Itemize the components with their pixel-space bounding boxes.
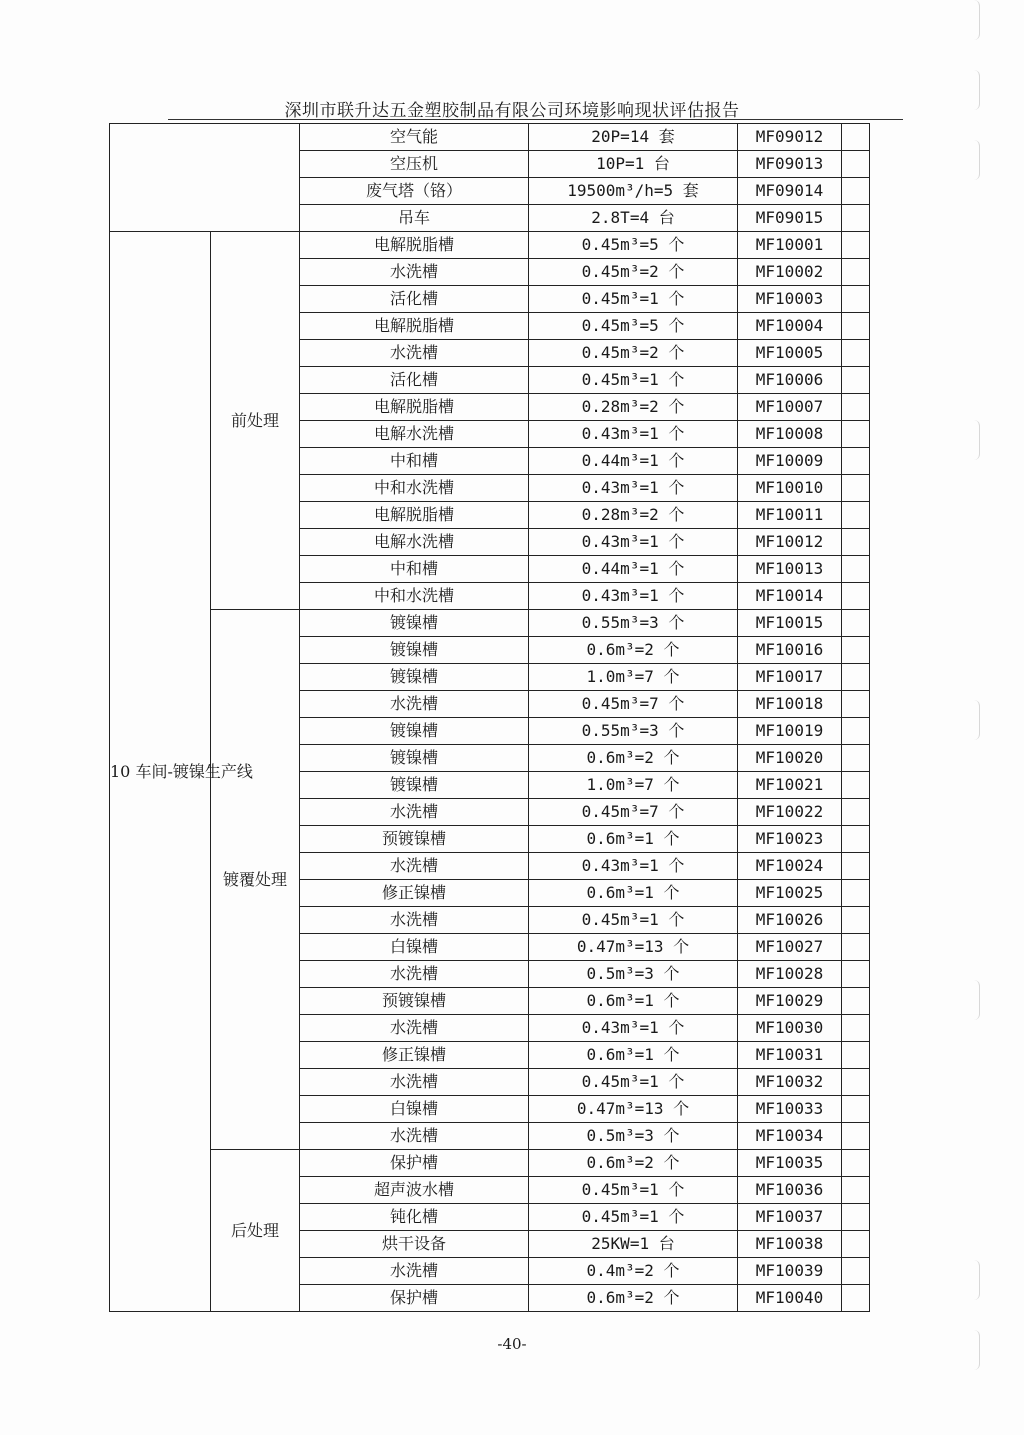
equipment-code: MF10009 — [738, 448, 842, 475]
equipment-code: MF10012 — [738, 529, 842, 556]
table-row — [110, 1150, 870, 1177]
equipment-name: 水洗槽 — [300, 1069, 529, 1096]
equipment-code: MF10003 — [738, 286, 842, 313]
equipment-code: MF09013 — [738, 151, 842, 178]
equipment-name: 修正镍槽 — [300, 880, 529, 907]
equipment-code: MF10023 — [738, 826, 842, 853]
workshop-group-label: 10 车间-镀镍生产线 — [110, 232, 211, 1312]
equipment-code: MF10034 — [738, 1123, 842, 1150]
equipment-quantity: 0.45m³=1 个 — [529, 1069, 738, 1096]
equipment-name: 烘干设备 — [300, 1231, 529, 1258]
equipment-name: 水洗槽 — [300, 853, 529, 880]
equipment-code: MF10008 — [738, 421, 842, 448]
binding-mark — [967, 1260, 980, 1300]
equipment-code: MF10013 — [738, 556, 842, 583]
equipment-name: 镀镍槽 — [300, 637, 529, 664]
equipment-quantity: 0.55m³=3 个 — [529, 610, 738, 637]
equipment-quantity: 20P=14 套 — [529, 124, 738, 151]
equipment-code: MF10011 — [738, 502, 842, 529]
notes-cell — [842, 988, 870, 1015]
notes-cell — [842, 1069, 870, 1096]
equipment-code: MF10030 — [738, 1015, 842, 1042]
equipment-quantity: 0.6m³=2 个 — [529, 1150, 738, 1177]
equipment-quantity: 0.6m³=2 个 — [529, 1285, 738, 1312]
notes-cell — [842, 475, 870, 502]
notes-cell — [842, 718, 870, 745]
notes-cell — [842, 1285, 870, 1312]
equipment-code: MF10029 — [738, 988, 842, 1015]
previous-group-cell — [110, 124, 300, 232]
notes-cell — [842, 1123, 870, 1150]
equipment-name: 废气塔（铬） — [300, 178, 529, 205]
notes-cell — [842, 1150, 870, 1177]
equipment-quantity: 0.45m³=1 个 — [529, 1177, 738, 1204]
equipment-quantity: 0.43m³=1 个 — [529, 853, 738, 880]
equipment-quantity: 0.44m³=1 个 — [529, 448, 738, 475]
page-number: -40- — [497, 1335, 527, 1353]
notes-cell — [842, 124, 870, 151]
equipment-code: MF10010 — [738, 475, 842, 502]
header-divider — [168, 119, 903, 120]
equipment-name: 电解脱脂槽 — [300, 502, 529, 529]
equipment-name: 电解脱脂槽 — [300, 313, 529, 340]
notes-cell — [842, 961, 870, 988]
equipment-name: 镀镍槽 — [300, 772, 529, 799]
notes-cell — [842, 1042, 870, 1069]
equipment-quantity: 0.43m³=1 个 — [529, 529, 738, 556]
equipment-name: 水洗槽 — [300, 907, 529, 934]
notes-cell — [842, 421, 870, 448]
equipment-name: 白镍槽 — [300, 934, 529, 961]
equipment-name: 预镀镍槽 — [300, 826, 529, 853]
notes-cell — [842, 664, 870, 691]
notes-cell — [842, 529, 870, 556]
equipment-quantity: 0.6m³=1 个 — [529, 880, 738, 907]
equipment-name: 水洗槽 — [300, 1123, 529, 1150]
equipment-quantity: 25KW=1 台 — [529, 1231, 738, 1258]
notes-cell — [842, 772, 870, 799]
notes-cell — [842, 1177, 870, 1204]
equipment-name: 电解水洗槽 — [300, 421, 529, 448]
notes-cell — [842, 610, 870, 637]
notes-cell — [842, 691, 870, 718]
equipment-name: 水洗槽 — [300, 1015, 529, 1042]
equipment-code: MF10001 — [738, 232, 842, 259]
equipment-name: 电解脱脂槽 — [300, 232, 529, 259]
equipment-name: 水洗槽 — [300, 1258, 529, 1285]
notes-cell — [842, 556, 870, 583]
equipment-name: 水洗槽 — [300, 691, 529, 718]
equipment-code: MF10039 — [738, 1258, 842, 1285]
notes-cell — [842, 286, 870, 313]
equipment-code: MF10016 — [738, 637, 842, 664]
binding-mark — [967, 140, 980, 180]
notes-cell — [842, 178, 870, 205]
equipment-quantity: 0.45m³=1 个 — [529, 286, 738, 313]
notes-cell — [842, 259, 870, 286]
notes-cell — [842, 880, 870, 907]
equipment-quantity: 2.8T=4 台 — [529, 205, 738, 232]
notes-cell — [842, 583, 870, 610]
equipment-name: 水洗槽 — [300, 340, 529, 367]
equipment-name: 镀镍槽 — [300, 664, 529, 691]
equipment-code: MF09014 — [738, 178, 842, 205]
equipment-name: 电解水洗槽 — [300, 529, 529, 556]
equipment-code: MF10021 — [738, 772, 842, 799]
equipment-quantity: 0.44m³=1 个 — [529, 556, 738, 583]
equipment-code: MF10038 — [738, 1231, 842, 1258]
equipment-quantity: 0.47m³=13 个 — [529, 934, 738, 961]
equipment-code: MF10027 — [738, 934, 842, 961]
equipment-quantity: 0.45m³=1 个 — [529, 367, 738, 394]
equipment-name: 镀镍槽 — [300, 610, 529, 637]
notes-cell — [842, 1258, 870, 1285]
equipment-quantity: 0.43m³=1 个 — [529, 475, 738, 502]
notes-cell — [842, 745, 870, 772]
equipment-code: MF10015 — [738, 610, 842, 637]
notes-cell — [842, 1096, 870, 1123]
notes-cell — [842, 1231, 870, 1258]
equipment-code: MF10033 — [738, 1096, 842, 1123]
process-section-label: 镀覆处理 — [211, 610, 300, 1150]
equipment-quantity: 0.45m³=5 个 — [529, 313, 738, 340]
notes-cell — [842, 394, 870, 421]
equipment-code: MF10005 — [738, 340, 842, 367]
table-row — [110, 610, 870, 637]
equipment-quantity: 0.45m³=7 个 — [529, 691, 738, 718]
notes-cell — [842, 1204, 870, 1231]
equipment-code: MF10025 — [738, 880, 842, 907]
equipment-name: 空压机 — [300, 151, 529, 178]
equipment-name: 空气能 — [300, 124, 529, 151]
equipment-name: 水洗槽 — [300, 799, 529, 826]
notes-cell — [842, 205, 870, 232]
equipment-name: 中和槽 — [300, 556, 529, 583]
equipment-quantity: 0.45m³=7 个 — [529, 799, 738, 826]
notes-cell — [842, 448, 870, 475]
notes-cell — [842, 826, 870, 853]
equipment-quantity: 0.47m³=13 个 — [529, 1096, 738, 1123]
binding-mark — [967, 0, 980, 40]
equipment-name: 活化槽 — [300, 286, 529, 313]
equipment-table — [109, 123, 870, 1312]
equipment-code: MF10032 — [738, 1069, 842, 1096]
equipment-code: MF10006 — [738, 367, 842, 394]
process-section-label: 后处理 — [211, 1150, 300, 1312]
binding-mark — [967, 1330, 980, 1370]
table-row — [110, 232, 870, 259]
equipment-quantity: 0.43m³=1 个 — [529, 583, 738, 610]
equipment-code: MF10019 — [738, 718, 842, 745]
notes-cell — [842, 907, 870, 934]
equipment-name: 保护槽 — [300, 1285, 529, 1312]
equipment-quantity: 1.0m³=7 个 — [529, 664, 738, 691]
equipment-name: 中和水洗槽 — [300, 583, 529, 610]
notes-cell — [842, 637, 870, 664]
equipment-code: MF10014 — [738, 583, 842, 610]
equipment-quantity: 0.28m³=2 个 — [529, 394, 738, 421]
equipment-quantity: 0.45m³=2 个 — [529, 259, 738, 286]
equipment-name: 吊车 — [300, 205, 529, 232]
equipment-code: MF10002 — [738, 259, 842, 286]
equipment-code: MF10007 — [738, 394, 842, 421]
notes-cell — [842, 340, 870, 367]
equipment-quantity: 0.6m³=2 个 — [529, 637, 738, 664]
equipment-code: MF10040 — [738, 1285, 842, 1312]
report-title: 深圳市联升达五金塑胶制品有限公司环境影响现状评估报告 — [284, 101, 740, 121]
equipment-table-body — [110, 124, 870, 1312]
equipment-quantity: 0.5m³=3 个 — [529, 961, 738, 988]
equipment-quantity: 0.55m³=3 个 — [529, 718, 738, 745]
equipment-quantity: 1.0m³=7 个 — [529, 772, 738, 799]
notes-cell — [842, 853, 870, 880]
equipment-quantity: 0.6m³=2 个 — [529, 745, 738, 772]
equipment-name: 水洗槽 — [300, 961, 529, 988]
equipment-name: 水洗槽 — [300, 259, 529, 286]
equipment-name: 镀镍槽 — [300, 718, 529, 745]
notes-cell — [842, 151, 870, 178]
notes-cell — [842, 232, 870, 259]
equipment-quantity: 0.45m³=2 个 — [529, 340, 738, 367]
notes-cell — [842, 1015, 870, 1042]
equipment-code: MF10031 — [738, 1042, 842, 1069]
equipment-code: MF10036 — [738, 1177, 842, 1204]
binding-mark — [967, 70, 980, 110]
binding-mark — [967, 700, 980, 740]
equipment-name: 活化槽 — [300, 367, 529, 394]
equipment-code: MF10017 — [738, 664, 842, 691]
equipment-name: 钝化槽 — [300, 1204, 529, 1231]
equipment-quantity: 0.28m³=2 个 — [529, 502, 738, 529]
equipment-code: MF10004 — [738, 313, 842, 340]
equipment-quantity: 0.6m³=1 个 — [529, 826, 738, 853]
equipment-code: MF10018 — [738, 691, 842, 718]
equipment-code: MF10022 — [738, 799, 842, 826]
equipment-quantity: 19500m³/h=5 套 — [529, 178, 738, 205]
equipment-quantity: 0.6m³=1 个 — [529, 988, 738, 1015]
equipment-name: 保护槽 — [300, 1150, 529, 1177]
equipment-code: MF10020 — [738, 745, 842, 772]
equipment-quantity: 10P=1 台 — [529, 151, 738, 178]
equipment-code: MF10035 — [738, 1150, 842, 1177]
equipment-name: 中和水洗槽 — [300, 475, 529, 502]
equipment-name: 电解脱脂槽 — [300, 394, 529, 421]
notes-cell — [842, 367, 870, 394]
equipment-quantity: 0.5m³=3 个 — [529, 1123, 738, 1150]
table-row — [110, 124, 870, 151]
notes-cell — [842, 799, 870, 826]
equipment-quantity: 0.4m³=2 个 — [529, 1258, 738, 1285]
equipment-code: MF10026 — [738, 907, 842, 934]
binding-mark — [967, 980, 980, 1020]
process-section-label: 前处理 — [211, 232, 300, 610]
equipment-quantity: 0.45m³=1 个 — [529, 907, 738, 934]
equipment-name: 中和槽 — [300, 448, 529, 475]
equipment-quantity: 0.43m³=1 个 — [529, 1015, 738, 1042]
notes-cell — [842, 502, 870, 529]
equipment-code: MF10028 — [738, 961, 842, 988]
equipment-quantity: 0.45m³=1 个 — [529, 1204, 738, 1231]
binding-mark — [967, 420, 980, 460]
notes-cell — [842, 313, 870, 340]
equipment-code: MF10024 — [738, 853, 842, 880]
equipment-name: 白镍槽 — [300, 1096, 529, 1123]
equipment-name: 预镀镍槽 — [300, 988, 529, 1015]
equipment-name: 修正镍槽 — [300, 1042, 529, 1069]
equipment-quantity: 0.6m³=1 个 — [529, 1042, 738, 1069]
equipment-code: MF09015 — [738, 205, 842, 232]
notes-cell — [842, 934, 870, 961]
equipment-code: MF09012 — [738, 124, 842, 151]
equipment-name: 超声波水槽 — [300, 1177, 529, 1204]
equipment-quantity: 0.45m³=5 个 — [529, 232, 738, 259]
equipment-code: MF10037 — [738, 1204, 842, 1231]
equipment-name: 镀镍槽 — [300, 745, 529, 772]
equipment-quantity: 0.43m³=1 个 — [529, 421, 738, 448]
